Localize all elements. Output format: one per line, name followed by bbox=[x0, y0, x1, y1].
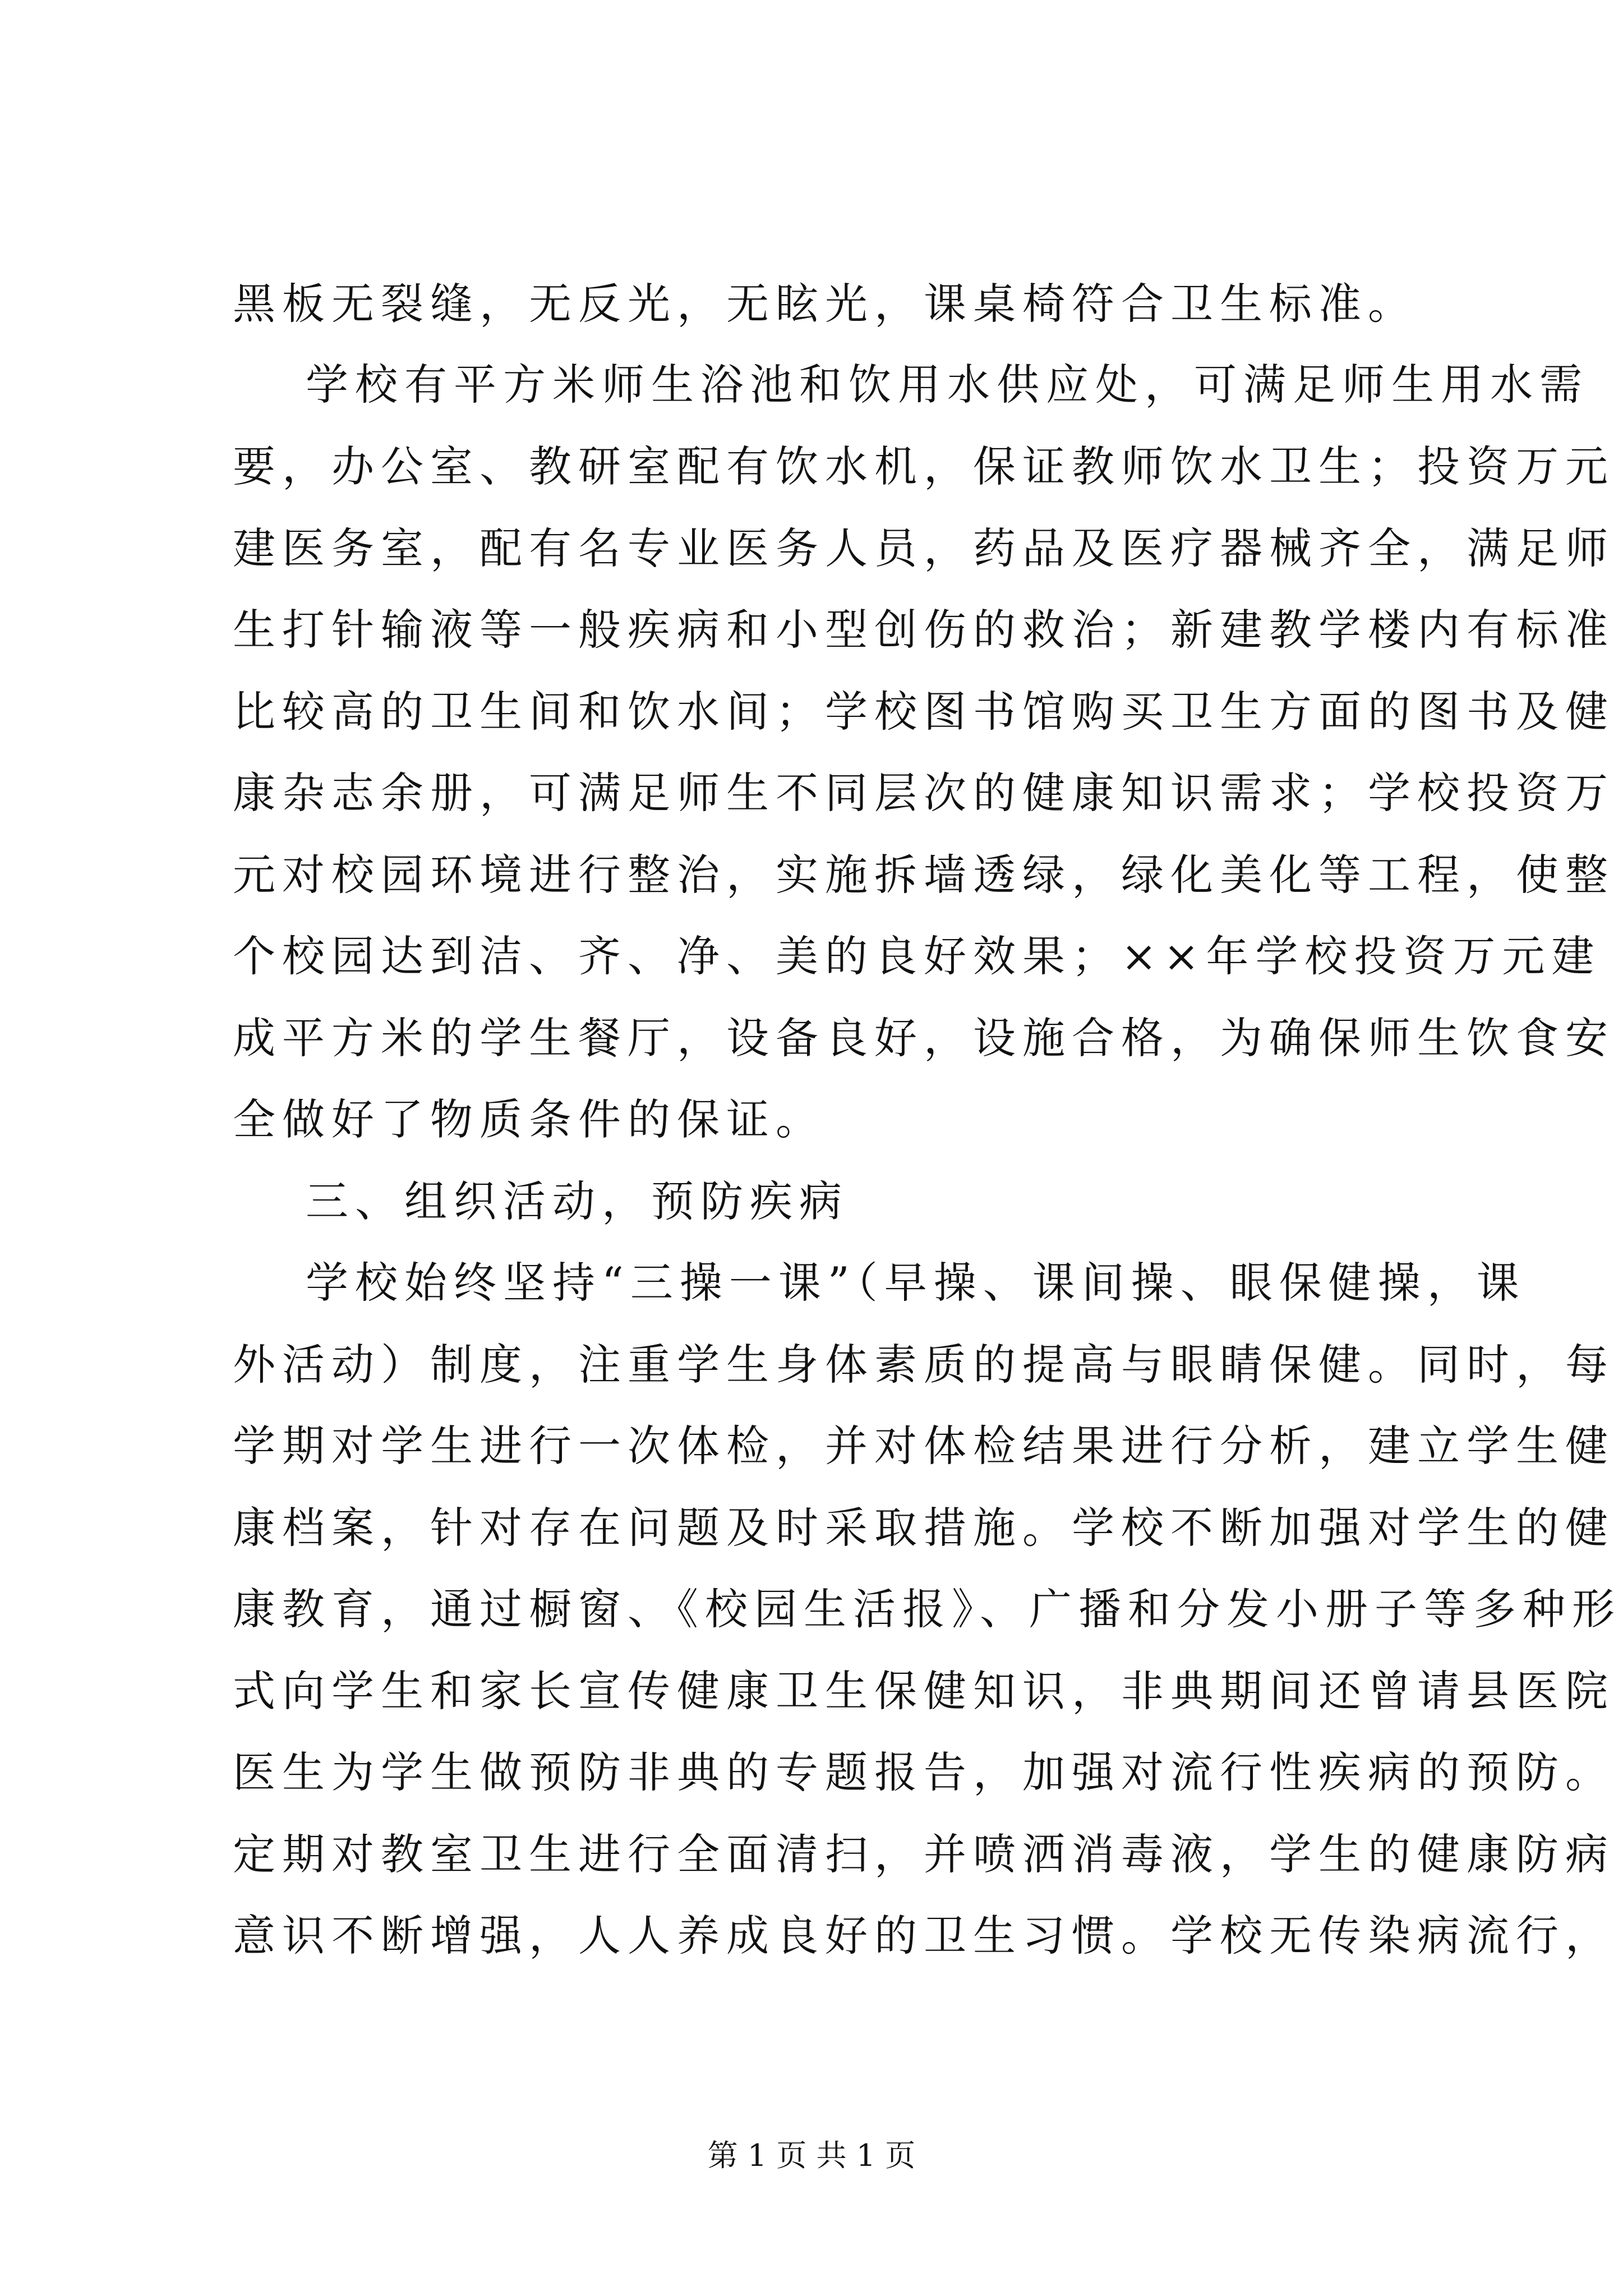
text-line: 元对校园环境进行整治，实施拆墙透绿，绿化美化等工程，使整 bbox=[233, 850, 1615, 900]
text-line: 比较高的卫生间和饮水间；学校图书馆购买卫生方面的图书及健 bbox=[233, 687, 1615, 737]
text-line: 全做好了物质条件的保证。 bbox=[233, 1094, 825, 1144]
text-line: 学校始终坚持“三操一课”（早操、课间操、眼保健操，课 bbox=[306, 1258, 1526, 1308]
text-line: 黑板无裂缝，无反光，无眩光，课桌椅符合卫生标准。 bbox=[233, 279, 1417, 329]
text-line: 生打针输液等一般疾病和小型创伤的救治；新建教学楼内有标准 bbox=[233, 605, 1615, 655]
text-line: 建医务室，配有名专业医务人员，药品及医疗器械齐全，满足师 bbox=[233, 523, 1615, 573]
text-line: 意识不断增强，人人养成良好的卫生习惯。学校无传染病流行， bbox=[233, 1911, 1615, 1961]
text-line: 要，办公室、教研室配有饮水机，保证教师饮水卫生；投资万元 bbox=[233, 441, 1615, 491]
text-line: 学期对学生进行一次体检，并对体检结果进行分析，建立学生健 bbox=[233, 1421, 1615, 1471]
text-line: 个校园达到洁、齐、净、美的良好效果；××年学校投资万元建 bbox=[233, 931, 1601, 981]
text-line: 外活动）制度，注重学生身体素质的提高与眼睛保健。同时，每 bbox=[233, 1340, 1615, 1389]
text-line: 式向学生和家长宣传健康卫生保健知识，非典期间还曾请县医院 bbox=[233, 1666, 1615, 1716]
text-line: 康教育，通过橱窗、《校园生活报》、广播和分发小册子等多种形 bbox=[233, 1584, 1621, 1634]
text-line: 成平方米的学生餐厅，设备良好，设施合格，为确保师生饮食安 bbox=[233, 1013, 1615, 1063]
text-line: 康档案，针对存在问题及时采取措施。学校不断加强对学生的健 bbox=[233, 1503, 1615, 1553]
section-heading: 三、组织活动，预防疾病 bbox=[306, 1176, 849, 1226]
text-line: 医生为学生做预防非典的专题报告，加强对流行性疾病的预防。 bbox=[233, 1747, 1615, 1797]
text-line: 康杂志余册，可满足师生不同层次的健康知识需求；学校投资万 bbox=[233, 768, 1615, 818]
text-line: 定期对教室卫生进行全面清扫，并喷洒消毒液，学生的健康防病 bbox=[233, 1829, 1615, 1879]
text-line: 学校有平方米师生浴池和饮用水供应处，可满足师生用水需 bbox=[306, 360, 1589, 409]
page-footer: 第 1 页 共 1 页 bbox=[707, 2138, 916, 2173]
